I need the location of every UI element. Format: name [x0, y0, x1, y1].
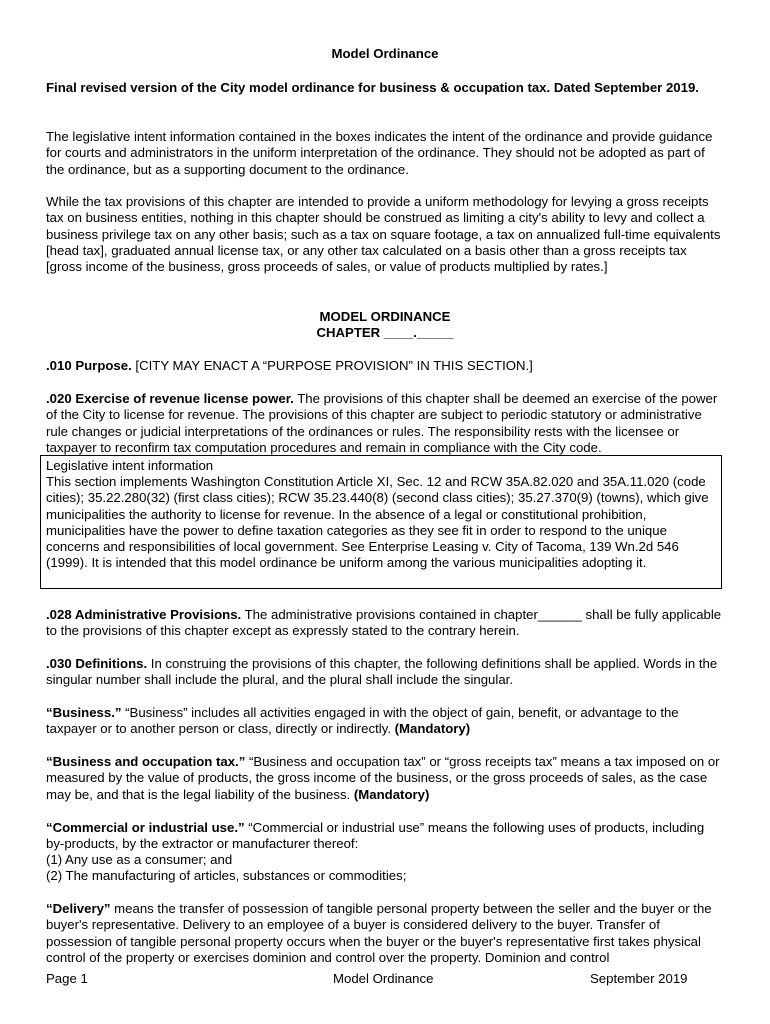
definition-commercial-item-2: (2) The manufacturing of articles, substances or commodities;	[46, 868, 407, 883]
section-010-text: [CITY MAY ENACT A “PURPOSE PROVISION” IN THIS SECTION.]	[131, 358, 533, 373]
definition-delivery-term: “Delivery”	[46, 901, 111, 916]
document-subtitle: Final revised version of the City model ordinance for business & occupation tax. Dated September 2019.	[46, 80, 699, 95]
section-028	[46, 607, 726, 640]
footer-date: September 2019	[590, 971, 688, 986]
footer-title: Model Ordinance	[333, 971, 434, 986]
section-030-text: In construing the provisions of this chapter, the following definitions shall be applied. Words in the singular number shall include the plural, and the plural shall include the singular.	[46, 656, 718, 688]
chapter-heading-line1: MODEL ORDINANCE	[319, 309, 451, 324]
definition-commercial-text: “Commercial or industrial use” means the following uses of products, including by-products, by the extractor or manufacturer thereof:	[46, 820, 705, 852]
footer-page-number: Page 1	[46, 971, 88, 986]
intro-paragraph-2: While the tax provisions of this chapter are intended to provide a uniform methodology for levying a gross receipts tax on business entities, nothing in this chapter should be construed as limiting a city's ability to levy and collect a business privilege tax on any other basis; such as a tax on square footage, a tax on annualized full-time equivalents [head tax], graduated annual license tax, or any other tax calculated on a basis other than a gross receipts tax [gross income of the business, gross proceeds of sales, or value of products multiplied by rates.]	[46, 194, 721, 275]
section-028-text: The administrative provisions contained in chapter______ shall be fully applicable to the provisions of this chapter except as expressly stated to the contrary herein.	[46, 607, 722, 639]
definition-delivery-text: means the transfer of possession of tangible personal property between the seller and the buyer or the buyer's representative. Delivery to an employee of a buyer is considered delivery to the buyer. Transfer of possession of tangible personal property occurs when the buyer or the buyer's representative first takes physical control of the property or exercises dominion and control over the property. Dominion and control	[46, 901, 712, 965]
section-028-label: .028 Administrative Provisions.	[46, 607, 242, 622]
section-030	[46, 656, 726, 689]
definition-business-text: “Business” includes all activities engaged in with the object of gain, benefit, or advantage to the taxpayer or to another person or class, directly or indirectly.	[46, 705, 679, 737]
section-010-label: .010 Purpose.	[46, 358, 132, 373]
legislative-intent-box	[40, 455, 722, 589]
section-020	[46, 391, 726, 456]
definition-business	[46, 705, 726, 738]
definition-delivery	[46, 901, 726, 966]
definition-bo-tax-tag: (Mandatory)	[353, 786, 430, 802]
definition-bo-tax	[46, 754, 726, 803]
section-020-label: .020 Exercise of revenue license power.	[46, 391, 294, 406]
document-title: Model Ordinance	[331, 46, 439, 61]
definition-commercial-term: “Commercial or industrial use.”	[46, 820, 245, 835]
intent-box-text: This section implements Washington Constitution Article XI, Sec. 12 and RCW 35A.82.020 and 35A.11.020 (code cities); 35.22.280(32) (first class cities); RCW 35.23.440(8) (second class cities); 35.27.370(9) (towns), which give municipalities the authority to license for revenue. In the absence of a legal or constitutional prohibition, municipalities have the power to define taxation categories as they see fit in order to respond to the unique concerns and responsibilities of local government. See Enterprise Leasing v. City of Tacoma, 139 Wn.2d 546 (1999). It is intended that this model ordinance be uniform among the various municipalities adopting it.	[46, 474, 709, 571]
definition-business-tag: (Mandatory)	[394, 721, 471, 737]
definition-business-term: “Business.”	[46, 705, 122, 720]
definition-commercial-item-1: (1) Any use as a consumer; and	[46, 852, 233, 867]
intent-box-heading: Legislative intent information	[46, 458, 214, 473]
section-030-label: .030 Definitions.	[46, 656, 148, 671]
definition-bo-tax-term: “Business and occupation tax.”	[46, 754, 246, 769]
definition-commercial	[46, 820, 726, 853]
intro-paragraph-1: The legislative intent information contained in the boxes indicates the intent of the ordinance and provide guidance for courts and administrators in the uniform interpretation of the ordinance. They should not be adopted as part of the ordinance, but as a supporting document to the ordinance.	[46, 129, 713, 177]
section-010	[46, 358, 726, 374]
definition-bo-tax-text: “Business and occupation tax” or “gross receipts tax” means a tax imposed on or measured by the value of products, the gross income of the business, or the gross proceeds of sales, as the case may be, and that is the legal liability of the business.	[46, 754, 720, 802]
chapter-heading-line2: CHAPTER ____._____	[316, 325, 454, 340]
section-020-text: The provisions of this chapter shall be deemed an exercise of the power of the City to license for revenue. The provisions of this chapter are subject to periodic statutory or administrative rule changes or judicial interpretations of the ordinances or rules. The responsibility rests with the licensee or taxpayer to reconfirm tax computation procedures and remain in compliance with the City code.	[46, 391, 718, 455]
